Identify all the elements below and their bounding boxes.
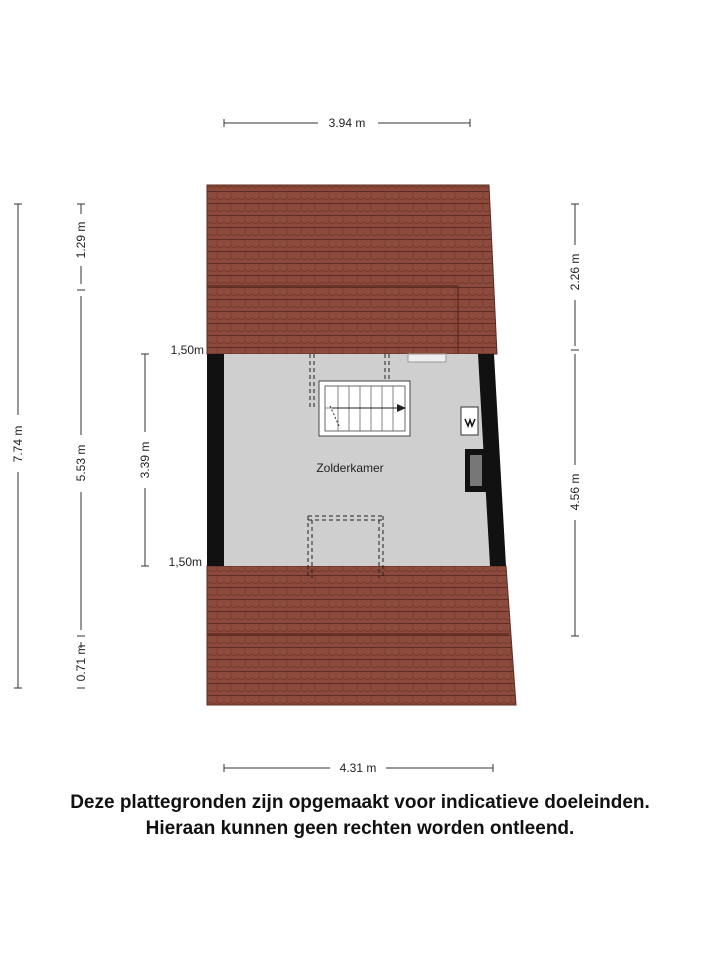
dimension-room-depth (138, 354, 152, 566)
dimension-total-depth (11, 204, 25, 688)
disclaimer (0, 790, 720, 842)
disclaimer-line-2: Hieraan kunnen geen rechten worden ontleend. (145, 818, 575, 839)
boiler (461, 407, 478, 435)
dimension-right-segments (568, 204, 582, 636)
dimension-top-width (224, 116, 470, 130)
dimension-right-top-label: 2.26 m (568, 253, 582, 291)
disclaimer-line-1: Deze plattegronden zijn opgemaakt voor indicatieve doeleinden. (70, 792, 650, 813)
roof-top (207, 185, 497, 354)
dimension-right-interior-label: 4.56 m (568, 473, 582, 511)
dimension-left-bottom-label: 0.71 m (74, 644, 88, 682)
dimension-bottom-width (224, 761, 493, 775)
left-knee-wall (207, 354, 224, 566)
dimension-left-top-label: 1.29 m (74, 221, 88, 259)
height-mark-lower: 1,50m (168, 555, 202, 569)
cabinet (408, 354, 446, 362)
room-label-zolderkamer: Zolderkamer (316, 461, 384, 475)
staircase (319, 381, 410, 436)
dimension-bottom-label: 4.31 m (339, 761, 377, 775)
chimney (465, 449, 487, 492)
height-mark-upper: 1,50m (170, 343, 204, 357)
roof-bottom (207, 566, 516, 705)
dimension-room-depth-label: 3.39 m (138, 441, 152, 479)
dimension-left-segments (74, 204, 88, 688)
dimension-total-depth-label: 7.74 m (11, 425, 25, 463)
dimension-left-interior-label: 5.53 m (74, 444, 88, 482)
dimension-top-label: 3.94 m (328, 116, 366, 130)
